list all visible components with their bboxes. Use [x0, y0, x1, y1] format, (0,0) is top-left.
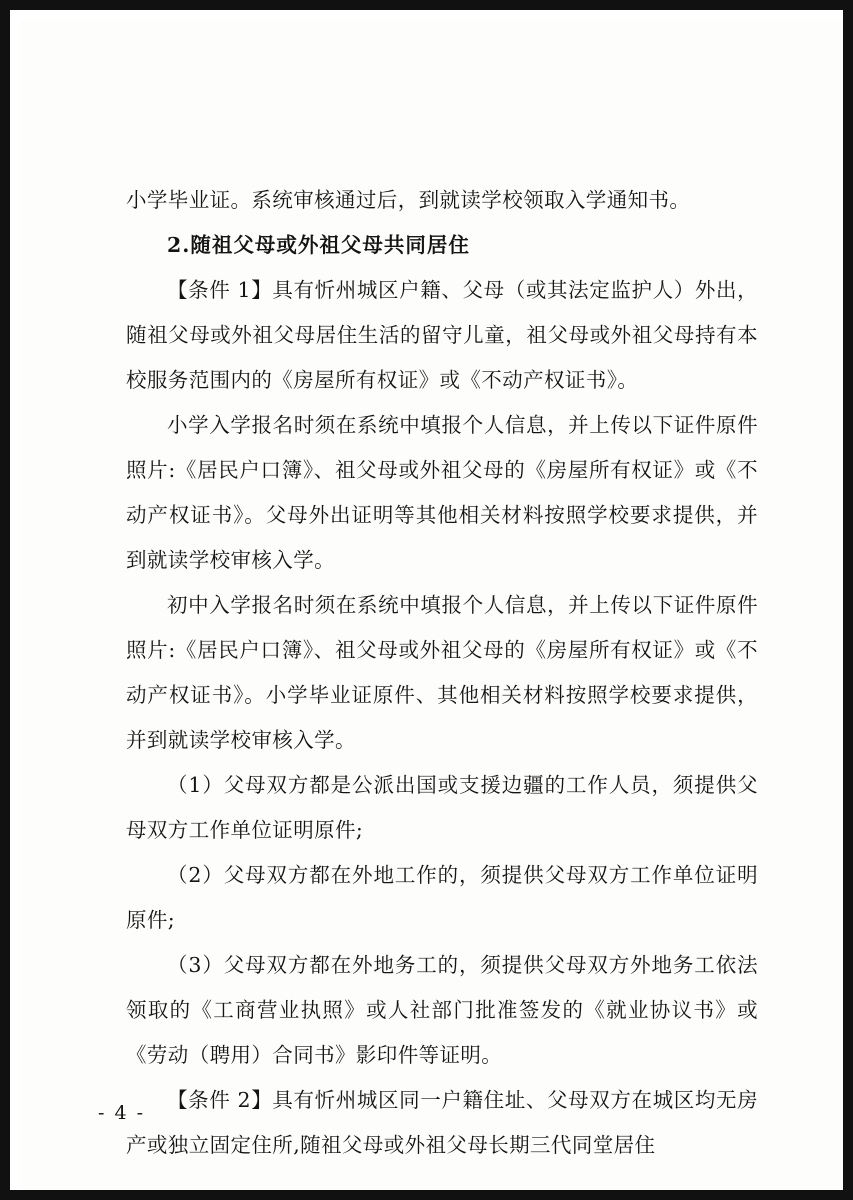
paper-sheet	[20, 20, 853, 1200]
section-heading-2: 2.随祖父母或外祖父母共同居住	[167, 233, 470, 257]
paragraph-condition-2: 【条件 2】具有忻州城区同一户籍住址、父母双方在城区均无房产或独立固定住所,随祖父母或外祖父母长期三代同堂居住	[126, 1088, 758, 1157]
paragraph-primary-school: 小学入学报名时须在系统中填报个人信息，并上传以下证件原件照片:《居民户口簿》、祖父母或外祖父母的《房屋所有权证》或《不动产权证书》。父母外出证明等其他相关材料按照学校要求提供，并到就读学校审核入学。	[126, 413, 758, 572]
document-body	[126, 178, 758, 1168]
page-number: - 4 -	[98, 1102, 146, 1124]
paragraph-1: 小学毕业证。系统审核通过后，到就读学校领取入学通知书。	[126, 188, 691, 212]
paragraph-item-1: （1）父母双方都是公派出国或支援边疆的工作人员，须提供父母双方工作单位证明原件;	[126, 773, 758, 842]
paragraph-condition-1: 【条件 1】具有忻州城区户籍、父母（或其法定监护人）外出，随祖父母或外祖父母居住生活的留守儿童，祖父母或外祖父母持有本校服务范围内的《房屋所有权证》或《不动产权证书》。	[126, 278, 758, 392]
paragraph-item-2: （2）父母双方都在外地工作的，须提供父母双方工作单位证明原件;	[126, 863, 758, 932]
paragraph-item-3: （3）父母双方都在外地务工的，须提供父母双方外地务工依法领取的《工商营业执照》或人社部门批准签发的《就业协议书》或《劳动（聘用）合同书》影印件等证明。	[126, 953, 758, 1067]
paragraph-junior-high: 初中入学报名时须在系统中填报个人信息，并上传以下证件原件照片:《居民户口簿》、祖父母或外祖父母的《房屋所有权证》或《不动产权证书》。小学毕业证原件、其他相关材料按照学校要求提供，并到就读学校审核入学。	[126, 593, 758, 752]
